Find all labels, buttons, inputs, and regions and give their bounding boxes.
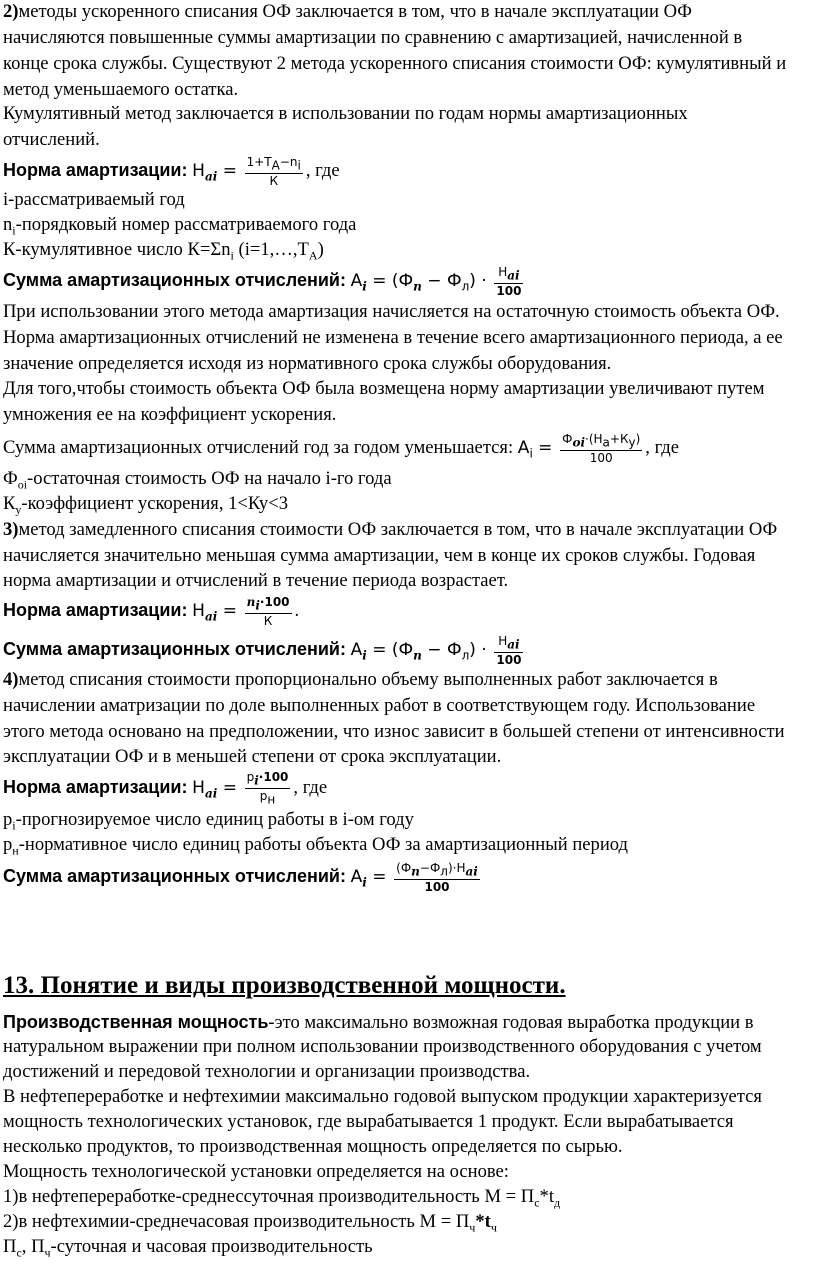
fraction: $\frac{1+Т_А-n_i}{К}$ (246, 154, 301, 188)
text-line: отчислений. (3, 129, 100, 150)
formula-label: Норма амартизации: (3, 600, 188, 620)
text: метод списания стоимости пропорционально объему выполненных работ заключается в (18, 669, 718, 690)
formula-expression: $А_i = (Ф_п - Ф_л)$ · (350, 640, 487, 663)
text: метод замедленного списания стоимости ОФ заключается в том, что в начале эксплуатации ОФ (18, 519, 778, 540)
text: методы ускоренного списания ОФ заключается в том, что в начале эксплуатации ОФ (18, 1, 692, 22)
text-line: 2)в нефтехимии-среднечасовая производительность $М = П_ч*t_ч$ (3, 1211, 497, 1235)
text-line: При использовании этого метода амартизация начисляется на остаточную стоимость объекта ОФ. (3, 301, 780, 322)
text-line: начисляются повышенные суммы амартизации по сравнению с амартизацией, начисленной в (3, 27, 743, 48)
text-line (3, 668, 718, 692)
fraction: $\frac{Н_{ai}}{100}$ (496, 264, 522, 298)
definition-f: $Ф_{oi}$-остаточная стоимость ОФ на начало i-го года (3, 468, 392, 492)
text-line: достижений и передовой технологии и организации производства. (3, 1061, 531, 1082)
formula-amortization-sum-volume (3, 856, 483, 902)
fraction: $\frac{(Ф_п-Ф_л)\cdot Н_{ai}}{100}$ (396, 860, 478, 894)
formula-lhs: $Н_{ai}$ = (192, 161, 237, 184)
formula-label: Сумма амартизационных отчислений год за годом уменьшается: (3, 437, 514, 458)
text-line: метод уменьшаемого остатка. (3, 79, 239, 100)
item-number: 3) (3, 519, 19, 540)
text-line (3, 518, 777, 542)
formula-label: Норма амартизации: (3, 160, 188, 180)
text-line: натуральном выражении при полном использовании производственного оборудования с учетом (3, 1036, 762, 1057)
text-line: Мощность технологической установки определяется на основе: (3, 1161, 509, 1182)
text-line: значение определяется исходя из нормативного срока службы оборудования. (3, 353, 612, 374)
text-line: конце срока службы. Существуют 2 метода ускоренного списания стоимости ОФ: кумулятивный и (3, 53, 787, 74)
formula-lhs: $А_i$ = (350, 867, 387, 890)
text-line: В нефтепереработке и нефтехимии максимально годовой выпуском продукции характеризуется (3, 1086, 762, 1107)
formula-label: Сумма амартизационных отчислений: (3, 639, 346, 659)
text-line: $П_с$, $П_ч$-суточная и часовая производительность (3, 1236, 373, 1260)
formula-suffix: , где (645, 437, 679, 458)
formula-expression: $А_i = (Ф_п - Ф_л)$ · (350, 271, 487, 294)
text-line: Кумулятивный метод заключается в использовании по годам нормы амартизационных (3, 103, 688, 124)
definition-p: $p_i$-прогнозируемое число единиц работы в i-ом году (3, 809, 414, 833)
formula-lhs: $А_i$ = (517, 438, 553, 461)
fraction: $\frac{Н_{ai}}{100}$ (496, 633, 522, 667)
formula-lhs: $Н_{ai}$ = (192, 778, 237, 801)
text-line: начисляется значительно меньшая сумма амартизации, чем в конце их сроков службы. Годовая (3, 545, 756, 566)
definition-pn: $p_н$-нормативное число единиц работы объекта ОФ за амартизационный период (3, 834, 629, 858)
text-line: Норма амартизационных отчислений не изменена в течение всего амартизационного периода, а ее (3, 327, 783, 348)
text-line: 1)в нефтепереработке-среднессуточная производительность $М = П_с*t_д$ (3, 1186, 561, 1210)
text-line (3, 1010, 754, 1035)
definition-k: К-кумулятивное число $К=\Sigma n_i$ $(i=1,\dots,Т_А)$ (3, 239, 324, 263)
formula-label: Сумма амартизационных отчислений: (3, 270, 346, 290)
formula-suffix: , где (293, 777, 328, 798)
text-line: умножения ее на коэффициент ускорения. (3, 404, 337, 425)
text-line (3, 0, 692, 24)
formula-label: Норма амартизации: (3, 777, 188, 797)
text-line: несколько продуктов, то производственная мощность определяется по сырью. (3, 1136, 623, 1157)
text-line: этого метода основано на предположении, что износ зависит в большей степени от интенсивности (3, 721, 785, 742)
definition-k: $К_у$-коэффициент ускорения, 1<Ку<3 (3, 493, 289, 517)
formula-suffix: , где (305, 160, 340, 181)
formula-lhs: $Н_{ai}$ = (192, 601, 237, 624)
text-line: норма амартизации и отчислений в течение периода возрастает. (3, 570, 509, 591)
definition-n: $n_i$-порядковый номер рассматриваемого года (3, 214, 357, 238)
formula-suffix: . (294, 600, 300, 621)
fraction: $\frac{Ф_{oi}\cdot(Н_а+К_у)}{100}$ (562, 431, 641, 465)
text-line: мощность технологических установок, где вырабатывается 1 продукт. Если вырабатывается (3, 1111, 734, 1132)
item-number: 2) (3, 1, 19, 22)
text: -это максимально возможная годовая выработка продукции в (268, 1012, 754, 1033)
text-line: эксплуатации ОФ и в меньшей степени от срока эксплуатации. (3, 746, 502, 767)
fraction: $\frac{p_i\cdot 100}{p_н}$ (246, 769, 289, 807)
fraction: $\frac{n_i\cdot 100}{К}$ (246, 594, 290, 628)
definition-i: i-рассматриваемый год (3, 189, 185, 210)
formula-label: Сумма амартизационных отчислений: (3, 866, 346, 886)
term: Производственная мощность (3, 1012, 269, 1032)
item-number: 4) (3, 669, 19, 690)
text-line: начислении аматризации по доле выполненных работ в соответствующем году. Использование (3, 695, 756, 716)
formula-norm-volume (3, 767, 327, 813)
section-title: 13. Понятие и виды производственной мощности. (3, 972, 566, 999)
text-line: Для того,чтобы стоимость объекта ОФ была возмещена норму амартизации увеличивают путем (3, 378, 765, 399)
